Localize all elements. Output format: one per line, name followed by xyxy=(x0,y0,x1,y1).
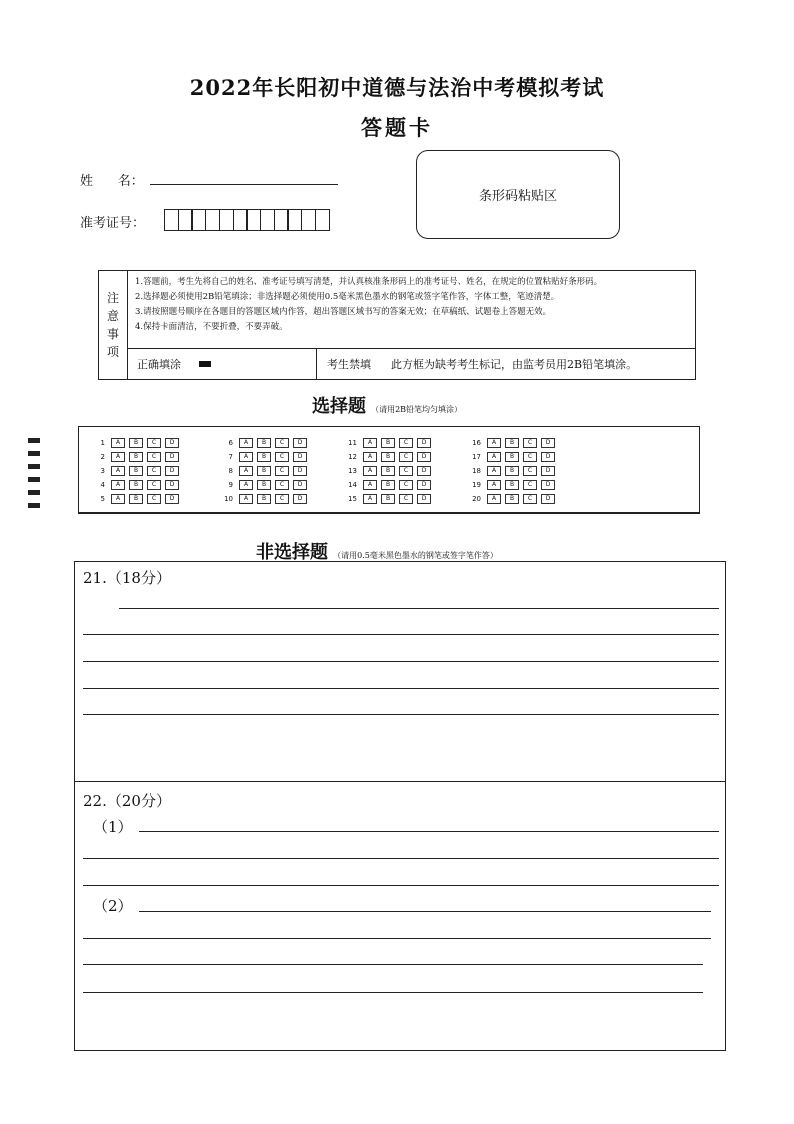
choice-option-bubble[interactable]: A xyxy=(487,438,501,448)
choice-question-row xyxy=(341,464,435,478)
choice-option-bubble[interactable]: A xyxy=(363,466,377,476)
choice-option-bubble[interactable]: C xyxy=(399,480,413,490)
choice-option-bubble[interactable]: D xyxy=(541,438,555,448)
choice-option-bubble[interactable]: A xyxy=(363,480,377,490)
correct-fill-cell xyxy=(127,349,317,379)
barcode-area xyxy=(416,150,620,239)
notice-text xyxy=(135,275,687,335)
alignment-mark xyxy=(28,503,40,508)
answer-line[interactable] xyxy=(83,634,719,635)
choice-question-number: 4 xyxy=(100,481,105,489)
choice-option-bubble[interactable]: B xyxy=(381,466,395,476)
choice-option-bubble[interactable]: A xyxy=(239,480,253,490)
alignment-mark xyxy=(28,477,40,482)
choice-option-bubble[interactable]: D xyxy=(293,438,307,448)
notice-bottom-row xyxy=(127,348,695,379)
choice-option-bubble[interactable]: C xyxy=(523,438,537,448)
choice-question-number: 19 xyxy=(472,481,481,489)
choice-question-number: 3 xyxy=(100,467,105,475)
choice-question-number: 13 xyxy=(348,467,357,475)
notice-box xyxy=(98,270,696,380)
alignment-mark xyxy=(28,490,40,495)
correct-fill-label: 正确填涂 xyxy=(137,358,181,371)
choice-option-bubble[interactable]: A xyxy=(111,494,125,504)
choice-column xyxy=(217,436,311,506)
choice-option-bubble[interactable]: A xyxy=(111,452,125,462)
answer-line[interactable] xyxy=(83,992,703,993)
choice-option-bubble[interactable]: C xyxy=(523,480,537,490)
choice-option-bubble[interactable]: C xyxy=(147,480,161,490)
choice-option-bubble[interactable]: D xyxy=(293,480,307,490)
choice-option-bubble[interactable]: B xyxy=(381,480,395,490)
choice-option-bubble[interactable]: D xyxy=(541,494,555,504)
choice-question-number: 5 xyxy=(100,495,105,503)
question-divider xyxy=(75,781,725,782)
notice-line: 4.保持卡面清洁，不要折叠，不要弄破。 xyxy=(135,322,288,332)
choice-option-bubble[interactable]: B xyxy=(505,438,519,448)
choice-option-bubble[interactable]: C xyxy=(147,494,161,504)
forbidden-text: 此方框为缺考考生标记，由监考员用2B铅笔填涂。 xyxy=(391,358,638,371)
choice-option-bubble[interactable]: B xyxy=(257,438,271,448)
choice-option-bubble[interactable]: A xyxy=(239,494,253,504)
choice-option-bubble[interactable]: D xyxy=(165,438,179,448)
choice-question-row xyxy=(89,436,183,450)
answer-line[interactable] xyxy=(83,858,719,859)
choice-option-bubble[interactable]: C xyxy=(399,494,413,504)
choice-option-bubble[interactable]: C xyxy=(399,466,413,476)
choice-question-number: 17 xyxy=(472,453,481,461)
choice-option-bubble[interactable]: D xyxy=(541,466,555,476)
choice-option-bubble[interactable]: D xyxy=(541,452,555,462)
choice-column xyxy=(341,436,435,506)
choice-option-bubble[interactable]: C xyxy=(147,452,161,462)
choice-option-bubble[interactable]: B xyxy=(129,452,143,462)
choice-question-row xyxy=(341,492,435,506)
choice-question-row xyxy=(89,464,183,478)
answer-line[interactable] xyxy=(139,911,711,912)
answer-line[interactable] xyxy=(83,688,719,689)
choice-option-bubble[interactable]: C xyxy=(275,452,289,462)
filled-mark-example xyxy=(199,361,211,367)
answer-line[interactable] xyxy=(139,831,719,832)
nonchoice-answer-box xyxy=(74,561,726,1051)
exam-id-digit-box[interactable] xyxy=(315,209,330,231)
name-label: 姓 名： xyxy=(80,174,144,189)
choice-question-number: 14 xyxy=(348,481,357,489)
subquestion-2-label: （2） xyxy=(93,897,133,915)
barcode-label: 条形码粘贴区 xyxy=(478,189,557,204)
choice-question-number: 16 xyxy=(472,439,481,447)
choice-question-number: 6 xyxy=(228,439,233,447)
name-field[interactable] xyxy=(150,184,338,185)
notice-line: 2.选择题必须使用2B铅笔填涂；非选择题必须使用0.5毫米黑色墨水的钢笔或签字笔作答，字体工整，笔迹清楚。 xyxy=(135,292,560,302)
choice-option-bubble[interactable]: D xyxy=(293,466,307,476)
choice-question-number: 11 xyxy=(348,439,357,447)
choice-option-bubble[interactable]: A xyxy=(111,466,125,476)
choice-column xyxy=(465,436,559,506)
question-21-label: 21.（18分） xyxy=(83,569,171,587)
choice-question-row xyxy=(217,478,311,492)
choice-option-bubble[interactable]: B xyxy=(257,452,271,462)
exam-id-boxes[interactable] xyxy=(164,209,328,231)
notice-line: 1.答题前，考生先将自己的姓名、准考证号填写清楚，并认真核准条形码上的准考证号、姓名，在规定的位置粘贴好条形码。 xyxy=(135,277,603,287)
choice-option-bubble[interactable]: C xyxy=(399,438,413,448)
choice-question-number: 20 xyxy=(472,495,481,503)
choice-option-bubble[interactable]: D xyxy=(293,452,307,462)
choice-question-row xyxy=(465,464,559,478)
choice-option-bubble[interactable]: C xyxy=(275,494,289,504)
alignment-marks xyxy=(28,438,40,516)
choice-option-bubble[interactable]: A xyxy=(487,494,501,504)
answer-line[interactable] xyxy=(83,661,719,662)
choice-option-bubble[interactable]: D xyxy=(293,494,307,504)
choice-question-row xyxy=(89,478,183,492)
nonchoice-section-note: （请用0.5毫米黑色墨水的钢笔或签字笔作答） xyxy=(333,551,498,560)
choice-section-heading xyxy=(312,392,462,418)
choice-question-number: 2 xyxy=(100,453,105,461)
notice-line: 3.请按照题号顺序在各题目的答题区域内作答，超出答题区域书写的答案无效；在草稿纸、试题卷上答题无效。 xyxy=(135,307,552,317)
choice-option-bubble[interactable]: D xyxy=(417,452,431,462)
choice-section-note: （请用2B铅笔均匀填涂） xyxy=(371,405,463,414)
alignment-mark xyxy=(28,464,40,469)
choice-question-row xyxy=(89,450,183,464)
answer-line[interactable] xyxy=(83,714,719,715)
choice-option-bubble[interactable]: B xyxy=(257,494,271,504)
choice-section-title: 选择题 xyxy=(312,396,366,417)
choice-question-number: 10 xyxy=(224,495,233,503)
choice-option-bubble[interactable]: A xyxy=(487,466,501,476)
choice-question-row xyxy=(217,492,311,506)
choice-question-row xyxy=(89,492,183,506)
choice-option-bubble[interactable]: D xyxy=(417,494,431,504)
answer-line[interactable] xyxy=(83,938,711,939)
choice-option-bubble[interactable]: B xyxy=(257,466,271,476)
choice-option-bubble[interactable]: D xyxy=(417,466,431,476)
choice-question-number: 1 xyxy=(100,439,105,447)
choice-option-bubble[interactable]: B xyxy=(129,466,143,476)
choice-question-row xyxy=(465,478,559,492)
choice-option-bubble[interactable]: C xyxy=(275,438,289,448)
choice-option-bubble[interactable]: C xyxy=(523,466,537,476)
choice-question-number: 7 xyxy=(228,453,233,461)
choice-option-bubble[interactable]: A xyxy=(111,480,125,490)
exam-id-label: 准考证号： xyxy=(80,216,146,231)
choice-option-bubble[interactable]: D xyxy=(417,480,431,490)
choice-option-bubble[interactable]: A xyxy=(363,494,377,504)
choice-option-bubble[interactable]: B xyxy=(257,480,271,490)
choice-question-row xyxy=(465,436,559,450)
choice-option-bubble[interactable]: C xyxy=(147,438,161,448)
exam-title: 2022年长阳初中道德与法治中考模拟考试 xyxy=(189,75,605,100)
choice-option-bubble[interactable]: D xyxy=(165,452,179,462)
choice-option-bubble[interactable]: B xyxy=(381,494,395,504)
choice-question-row xyxy=(217,464,311,478)
forbidden-label: 考生禁填 xyxy=(327,358,371,371)
choice-column xyxy=(89,436,183,506)
choice-option-bubble[interactable]: D xyxy=(165,466,179,476)
choice-question-row xyxy=(465,450,559,464)
notice-side-label: 注 意 事 项 xyxy=(99,271,128,379)
choice-option-bubble[interactable]: B xyxy=(505,494,519,504)
choice-option-bubble[interactable]: B xyxy=(381,438,395,448)
alignment-mark xyxy=(28,451,40,456)
choice-option-bubble[interactable]: C xyxy=(275,466,289,476)
choice-option-bubble[interactable]: D xyxy=(165,494,179,504)
choice-option-bubble[interactable]: C xyxy=(399,452,413,462)
choice-question-number: 18 xyxy=(472,467,481,475)
choice-option-bubble[interactable]: C xyxy=(523,494,537,504)
choice-option-bubble[interactable]: A xyxy=(239,438,253,448)
choice-option-bubble[interactable]: A xyxy=(239,452,253,462)
choice-option-bubble[interactable]: A xyxy=(363,438,377,448)
answer-line[interactable] xyxy=(83,885,719,886)
choice-question-number: 12 xyxy=(348,453,357,461)
choice-option-bubble[interactable]: B xyxy=(129,480,143,490)
choice-option-bubble[interactable]: B xyxy=(505,480,519,490)
choice-question-row xyxy=(217,436,311,450)
choice-option-bubble[interactable]: B xyxy=(505,466,519,476)
choice-option-bubble[interactable]: B xyxy=(381,452,395,462)
choice-option-bubble[interactable]: A xyxy=(111,438,125,448)
choice-option-bubble[interactable]: A xyxy=(487,452,501,462)
choice-option-bubble[interactable]: B xyxy=(129,494,143,504)
choice-option-bubble[interactable]: D xyxy=(417,438,431,448)
choice-option-bubble[interactable]: A xyxy=(487,480,501,490)
choice-question-row xyxy=(465,492,559,506)
choice-answer-grid xyxy=(78,426,700,514)
choice-question-number: 15 xyxy=(348,495,357,503)
choice-option-bubble[interactable]: B xyxy=(505,452,519,462)
choice-option-bubble[interactable]: C xyxy=(275,480,289,490)
choice-question-row xyxy=(341,436,435,450)
choice-option-bubble[interactable]: D xyxy=(541,480,555,490)
absent-mark-cell xyxy=(327,349,695,379)
nonchoice-section-title: 非选择题 xyxy=(256,542,328,563)
choice-question-number: 8 xyxy=(228,467,233,475)
choice-option-bubble[interactable]: C xyxy=(147,466,161,476)
subquestion-1-label: （1） xyxy=(93,818,133,836)
choice-question-row xyxy=(341,478,435,492)
choice-option-bubble[interactable]: A xyxy=(239,466,253,476)
answer-line[interactable] xyxy=(119,608,719,609)
answer-sheet-title: 答题卡 xyxy=(361,115,433,140)
choice-question-row xyxy=(341,450,435,464)
answer-line[interactable] xyxy=(83,964,703,965)
choice-option-bubble[interactable]: B xyxy=(129,438,143,448)
choice-question-number: 9 xyxy=(228,481,233,489)
choice-option-bubble[interactable]: D xyxy=(165,480,179,490)
alignment-mark xyxy=(28,438,40,443)
choice-option-bubble[interactable]: C xyxy=(523,452,537,462)
choice-option-bubble[interactable]: A xyxy=(363,452,377,462)
question-22-label: 22.（20分） xyxy=(83,792,171,810)
choice-question-row xyxy=(217,450,311,464)
